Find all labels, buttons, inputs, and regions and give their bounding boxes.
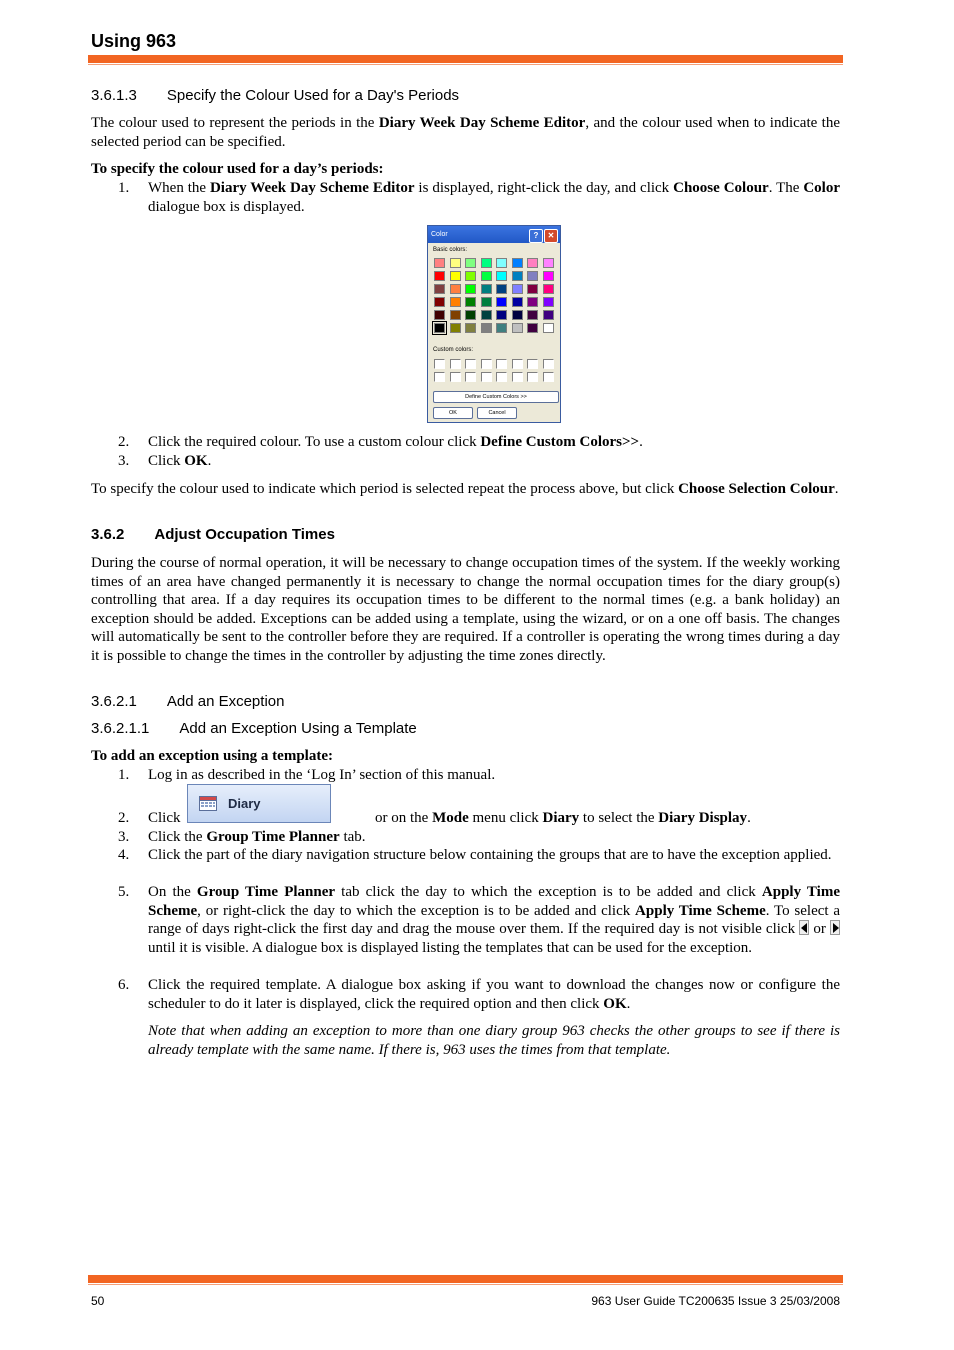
custom-color-swatch[interactable]: [481, 372, 492, 382]
selection-colour-paragraph: To specify the colour used to indicate which period is selected repeat the process above, but click Choose Selection Colour.: [91, 481, 839, 497]
color-swatch[interactable]: [450, 323, 461, 333]
color-swatch[interactable]: [527, 310, 538, 320]
color-swatch[interactable]: [434, 258, 445, 268]
color-swatch[interactable]: [512, 284, 523, 294]
color-swatch[interactable]: [481, 297, 492, 307]
page-header-title: Using 963: [91, 31, 177, 51]
close-icon[interactable]: ✕: [544, 229, 558, 243]
color-swatch[interactable]: [450, 310, 461, 320]
custom-color-swatch[interactable]: [543, 359, 554, 369]
color-swatch[interactable]: [465, 297, 476, 307]
custom-colors-grid: [434, 359, 554, 385]
color-swatch[interactable]: [434, 323, 445, 333]
color-swatch[interactable]: [465, 284, 476, 294]
custom-color-swatch[interactable]: [527, 372, 538, 382]
color-swatch[interactable]: [465, 258, 476, 268]
custom-color-swatch[interactable]: [496, 372, 507, 382]
section-heading-3-6-2: 3.6.2 Adjust Occupation Times: [91, 526, 335, 543]
help-icon[interactable]: ?: [529, 229, 543, 243]
define-custom-colors-button[interactable]: Define Custom Colors >>: [433, 391, 559, 403]
basic-colors-label: Basic colors:: [433, 247, 468, 253]
custom-color-swatch[interactable]: [434, 359, 445, 369]
color-swatch[interactable]: [481, 271, 492, 281]
occupation-times-paragraph: During the course of normal operation, it will be necessary to change occupation times of the system. If the weekly working times of an area have changed permanently it is necessary to change the normal occupation times for the diary group(s) controlling that area. If a day requires its occupation times to be different to the normal times (e.g. a bank holiday) an exception should be added. Exceptions can be added using a template, using the wizard, or on a one off basis. The changes will automatically be sent to the controller before they are required. If a controller is operating the wrong times during a day it is possible to change the times in the controller by adjusting the time zones directly.: [91, 555, 840, 664]
color-swatch[interactable]: [465, 323, 476, 333]
color-swatch[interactable]: [450, 297, 461, 307]
color-swatch[interactable]: [543, 297, 554, 307]
color-swatch[interactable]: [496, 271, 507, 281]
note-paragraph: Note that when adding an exception to more than one diary group 963 checks the other groups to see if there is already template with the same name. If there is, 963 uses the times from that template.: [148, 1023, 840, 1058]
list-item: 3. Click the Group Time Planner tab.: [118, 829, 366, 845]
color-swatch[interactable]: [450, 271, 461, 281]
section-heading-3-6-2-1-1: 3.6.2.1.1 Add an Exception Using a Template: [91, 720, 417, 737]
custom-colors-label: Custom colors:: [433, 347, 474, 353]
custom-color-swatch[interactable]: [434, 372, 445, 382]
header-rule-thin: [88, 64, 843, 65]
color-swatch[interactable]: [465, 310, 476, 320]
color-swatch[interactable]: [527, 284, 538, 294]
color-swatch[interactable]: [450, 258, 461, 268]
custom-color-swatch[interactable]: [450, 372, 461, 382]
color-swatch[interactable]: [512, 271, 523, 281]
header-rule: [88, 55, 843, 63]
list-item: 4. Click the part of the diary navigation structure below containing the groups that are to have the exception applied.: [118, 847, 832, 863]
color-swatch[interactable]: [543, 258, 554, 268]
list-item: 5. On the Group Time Planner tab click the day to which the exception is to be added and click Apply Time Scheme, or right-click the day to which the exception is to be added and click Apply Time Scheme. To select a range of days right-click the first day and drag the mouse over them. If the required day is not visible click or until it is visible. A dialogue box is displayed listing the templates that can be used for the exception.: [118, 884, 841, 956]
color-swatch[interactable]: [434, 271, 445, 281]
color-swatch[interactable]: [481, 310, 492, 320]
color-swatch[interactable]: [434, 284, 445, 294]
color-swatch[interactable]: [543, 284, 554, 294]
color-swatch[interactable]: [527, 323, 538, 333]
next-arrow-icon[interactable]: [830, 920, 840, 935]
dialog-title: Color: [431, 231, 448, 238]
color-swatch[interactable]: [527, 258, 538, 268]
color-swatch[interactable]: [527, 271, 538, 281]
color-swatch[interactable]: [512, 310, 523, 320]
custom-color-swatch[interactable]: [450, 359, 461, 369]
footer-rule-thin: [88, 1284, 843, 1285]
color-swatch[interactable]: [543, 323, 554, 333]
color-swatch[interactable]: [512, 258, 523, 268]
document-reference: 963 User Guide TC200635 Issue 3 25/03/2008: [591, 1294, 840, 1308]
cancel-button[interactable]: Cancel: [477, 407, 517, 419]
list-item: 1. Log in as described in the ‘Log In’ section of this manual.: [118, 767, 496, 783]
section-heading-3-6-1-3: 3.6.1.3 Specify the Colour Used for a Day's Periods: [91, 87, 460, 104]
color-swatch[interactable]: [496, 284, 507, 294]
color-swatch[interactable]: [434, 297, 445, 307]
color-swatch[interactable]: [512, 297, 523, 307]
color-swatch[interactable]: [496, 310, 507, 320]
color-swatch[interactable]: [543, 310, 554, 320]
list-item: 2. Click the required colour. To use a custom colour click Define Custom Colors>>.: [118, 434, 643, 450]
intro-paragraph: The colour used to represent the periods in the Diary Week Day Scheme Editor, and the colour used when to indicate the selected period can be specified.: [91, 115, 841, 150]
custom-color-swatch[interactable]: [465, 372, 476, 382]
ok-button[interactable]: OK: [433, 407, 473, 419]
color-swatch[interactable]: [527, 297, 538, 307]
color-swatch[interactable]: [434, 310, 445, 320]
color-swatch[interactable]: [543, 271, 554, 281]
custom-color-swatch[interactable]: [481, 359, 492, 369]
custom-color-swatch[interactable]: [465, 359, 476, 369]
list-item: 6. Click the required template. A dialogue box asking if you want to download the changes now or configure the scheduler to do it later is displayed, click the required option and then click OK.: [118, 977, 840, 1012]
custom-color-swatch[interactable]: [512, 372, 523, 382]
diary-button-label: Diary: [228, 796, 261, 811]
list-item: 1. When the Diary Week Day Scheme Editor is displayed, right-click the day, and click Choose Colour. The Color dialogue box is displayed.: [118, 180, 841, 215]
procedure-title: To specify the colour used for a day’s periods:: [91, 161, 384, 177]
color-swatch[interactable]: [512, 323, 523, 333]
color-swatch[interactable]: [496, 258, 507, 268]
color-swatch[interactable]: [450, 284, 461, 294]
custom-color-swatch[interactable]: [543, 372, 554, 382]
section-heading-3-6-2-1: 3.6.2.1 Add an Exception: [91, 693, 285, 710]
color-swatch[interactable]: [496, 297, 507, 307]
color-swatch[interactable]: [481, 258, 492, 268]
list-item: 2. Click or on the Mode menu click Diary to select the Diary Display.: [118, 810, 751, 826]
basic-colors-grid: [434, 258, 554, 336]
color-swatch[interactable]: [465, 271, 476, 281]
custom-color-swatch[interactable]: [527, 359, 538, 369]
color-swatch[interactable]: [481, 323, 492, 333]
color-swatch[interactable]: [496, 323, 507, 333]
custom-color-swatch[interactable]: [512, 359, 523, 369]
previous-arrow-icon[interactable]: [799, 920, 809, 935]
custom-color-swatch[interactable]: [496, 359, 507, 369]
list-item: 3. Click OK.: [118, 453, 212, 469]
footer-rule: [88, 1275, 843, 1283]
procedure-title: To add an exception using a template:: [91, 748, 333, 764]
dialog-title-bar: [428, 226, 560, 243]
color-swatch[interactable]: [481, 284, 492, 294]
page-number: 50: [91, 1294, 105, 1308]
color-dialog-screenshot: [427, 225, 561, 423]
